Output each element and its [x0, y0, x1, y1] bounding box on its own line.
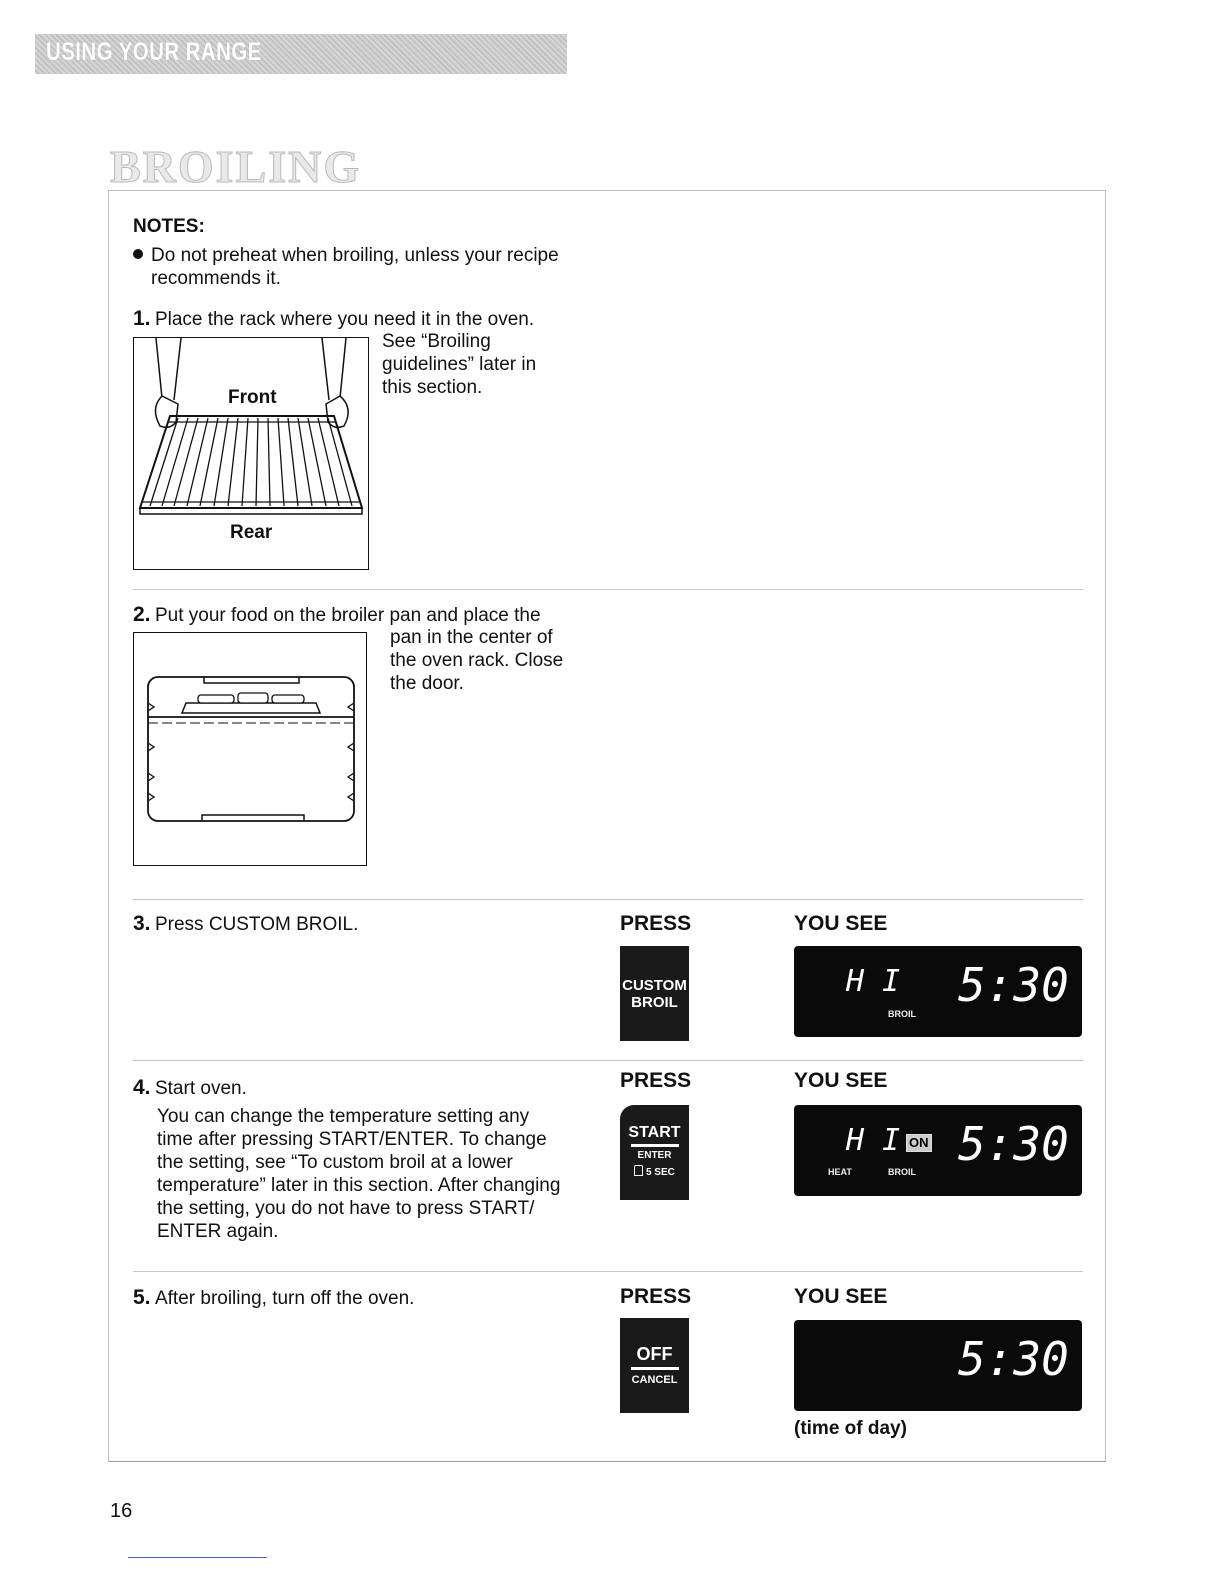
oven-display	[794, 1105, 1082, 1196]
display-time: 5:30	[958, 958, 1069, 1012]
page-number: 16	[110, 1500, 133, 1522]
display-mode: H I	[846, 1123, 901, 1158]
start-enter-button[interactable]: START ENTER 5 SEC	[620, 1105, 689, 1200]
press-heading: PRESS	[620, 912, 692, 935]
step-text: Start oven.	[154, 1078, 247, 1099]
heat-on-indicator: ON	[906, 1134, 932, 1152]
step-1	[133, 307, 534, 331]
divider	[133, 1060, 1083, 1061]
press-heading: PRESS	[620, 1285, 692, 1308]
step-text: Put your food on the broiler pan and place the	[154, 605, 541, 626]
step-4	[133, 1076, 247, 1100]
divider	[133, 589, 1083, 590]
divider	[133, 899, 1083, 900]
notes-heading: NOTES:	[133, 216, 205, 237]
rack-front-label: Front	[228, 387, 277, 408]
step-5	[133, 1286, 414, 1310]
oven-display	[794, 1320, 1082, 1411]
custom-broil-button[interactable]: CUSTOM BROIL	[620, 946, 689, 1041]
rack-rear-label: Rear	[230, 522, 273, 543]
display-mode: H I	[846, 964, 901, 999]
step-4-body: You can change the temperature setting any time after pressing START/ENTER. To change the setting, see “To custom broil at a lower temperature” later in this section. After changing the setting, you do not have to press START/ ENTER again.	[157, 1106, 561, 1242]
step-number: 1.	[133, 307, 151, 330]
step-text: Place the rack where you need it in the oven.	[154, 309, 535, 330]
you-see-heading: YOU SEE	[794, 912, 888, 935]
display-caption: (time of day)	[794, 1418, 907, 1439]
step-text: Press CUSTOM BROIL.	[154, 914, 359, 935]
you-see-heading: YOU SEE	[794, 1069, 888, 1092]
button-divider	[631, 1144, 679, 1147]
step-number: 4.	[133, 1076, 151, 1099]
broil-indicator: BROIL	[888, 1167, 916, 1177]
note-item: Do not preheat when broiling, unless your recipe recommends it.	[133, 244, 603, 290]
step-number: 3.	[133, 912, 151, 935]
oven-rack-figure	[133, 337, 369, 570]
step-number: 5.	[133, 1286, 151, 1309]
off-cancel-button[interactable]: OFF CANCEL	[620, 1318, 689, 1413]
divider	[133, 1271, 1083, 1272]
press-heading: PRESS	[620, 1069, 692, 1092]
oven-interior-illustration	[134, 633, 366, 865]
step-number: 2.	[133, 603, 151, 626]
footer-rule	[128, 1557, 267, 1558]
you-see-heading: YOU SEE	[794, 1285, 888, 1308]
step-2	[133, 603, 541, 627]
step-3	[133, 912, 358, 936]
lock-icon	[634, 1165, 643, 1176]
bullet-icon	[133, 249, 143, 259]
display-time: 5:30	[958, 1117, 1069, 1171]
display-time: 5:30	[958, 1332, 1069, 1386]
step-1-side-text: See “Broiling guidelines” later in this section.	[382, 331, 537, 398]
oven-display	[794, 946, 1082, 1037]
section-banner-text: USING YOUR RANGE	[46, 38, 262, 66]
step-text: After broiling, turn off the oven.	[154, 1288, 415, 1309]
broiler-pan-figure	[133, 632, 367, 866]
heat-indicator: HEAT	[828, 1167, 852, 1177]
step-2-side-text: pan in the center of the oven rack. Close the door.	[390, 627, 564, 694]
page-title: BROILING	[110, 141, 362, 192]
broil-indicator: BROIL	[888, 1009, 916, 1019]
button-divider	[631, 1367, 679, 1370]
